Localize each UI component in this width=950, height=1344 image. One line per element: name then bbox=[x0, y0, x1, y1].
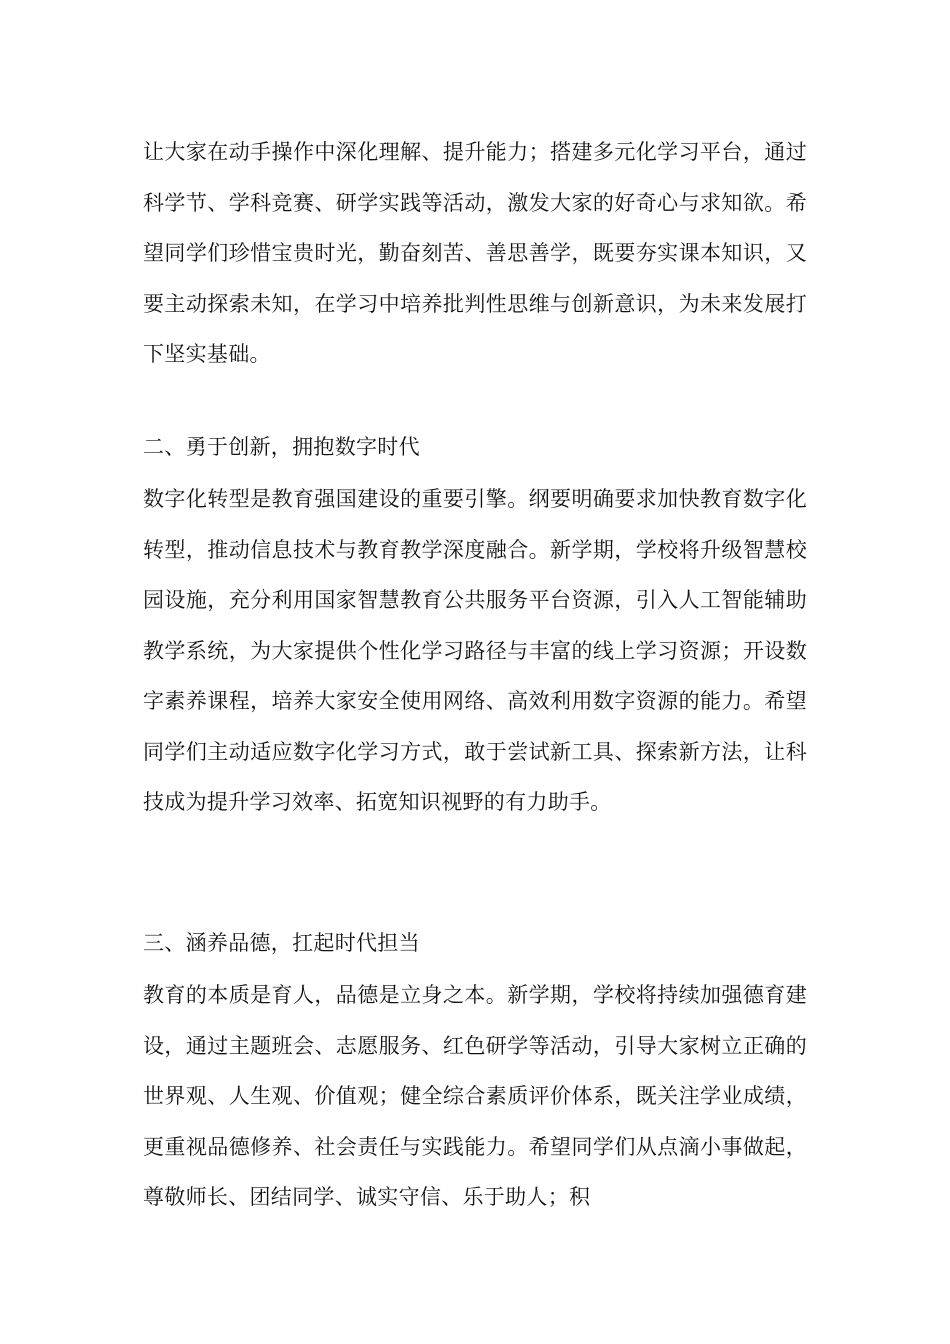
section-3-body: 教育的本质是育人，品德是立身之本。新学期，学校将持续加强德育建设，通过主题班会、志愿服务、红色研学等活动，引导大家树立正确的世界观、人生观、价值观；健全综合素质评价体系，既关注学业成绩，更重视品德修养、社会责任与实践能力。希望同学们从点滴小事做起，尊敬师长、团结同学、诚实守信、乐于助人；积 bbox=[143, 983, 807, 1209]
section-2-heading: 二、勇于创新，拥抱数字时代 bbox=[143, 435, 420, 459]
section-2-body: 数字化转型是教育强国建设的重要引擎。纲要明确要求加快教育数字化转型，推动信息技术与教育教学深度融合。新学期，学校将升级智慧校园设施，充分利用国家智慧教育公共服务平台资源，引入人工智能辅助教学系统，为大家提供个性化学习路径与丰富的线上学习资源；开设数字素养课程，培养大家安全使用网络、高效利用数字资源的能力。希望同学们主动适应数字化学习方式，敢于尝试新工具、探索新方法，让科技成为提升学习效率、拓宽知识视野的有力助手。 bbox=[143, 487, 807, 814]
section-3-heading: 三、涵养品德，扛起时代担当 bbox=[143, 931, 420, 955]
paragraph-1: 让大家在动手操作中深化理解、提升能力；搭建多元化学习平台，通过科学节、学科竞赛、研学实践等活动，激发大家的好奇心与求知欲。希望同学们珍惜宝贵时光，勤奋刻苦、善思善学，既要夯实课本知识，又要主动探索未知，在学习中培养批判性思维与创新意识，为未来发展打下坚实基础。 bbox=[143, 140, 807, 366]
